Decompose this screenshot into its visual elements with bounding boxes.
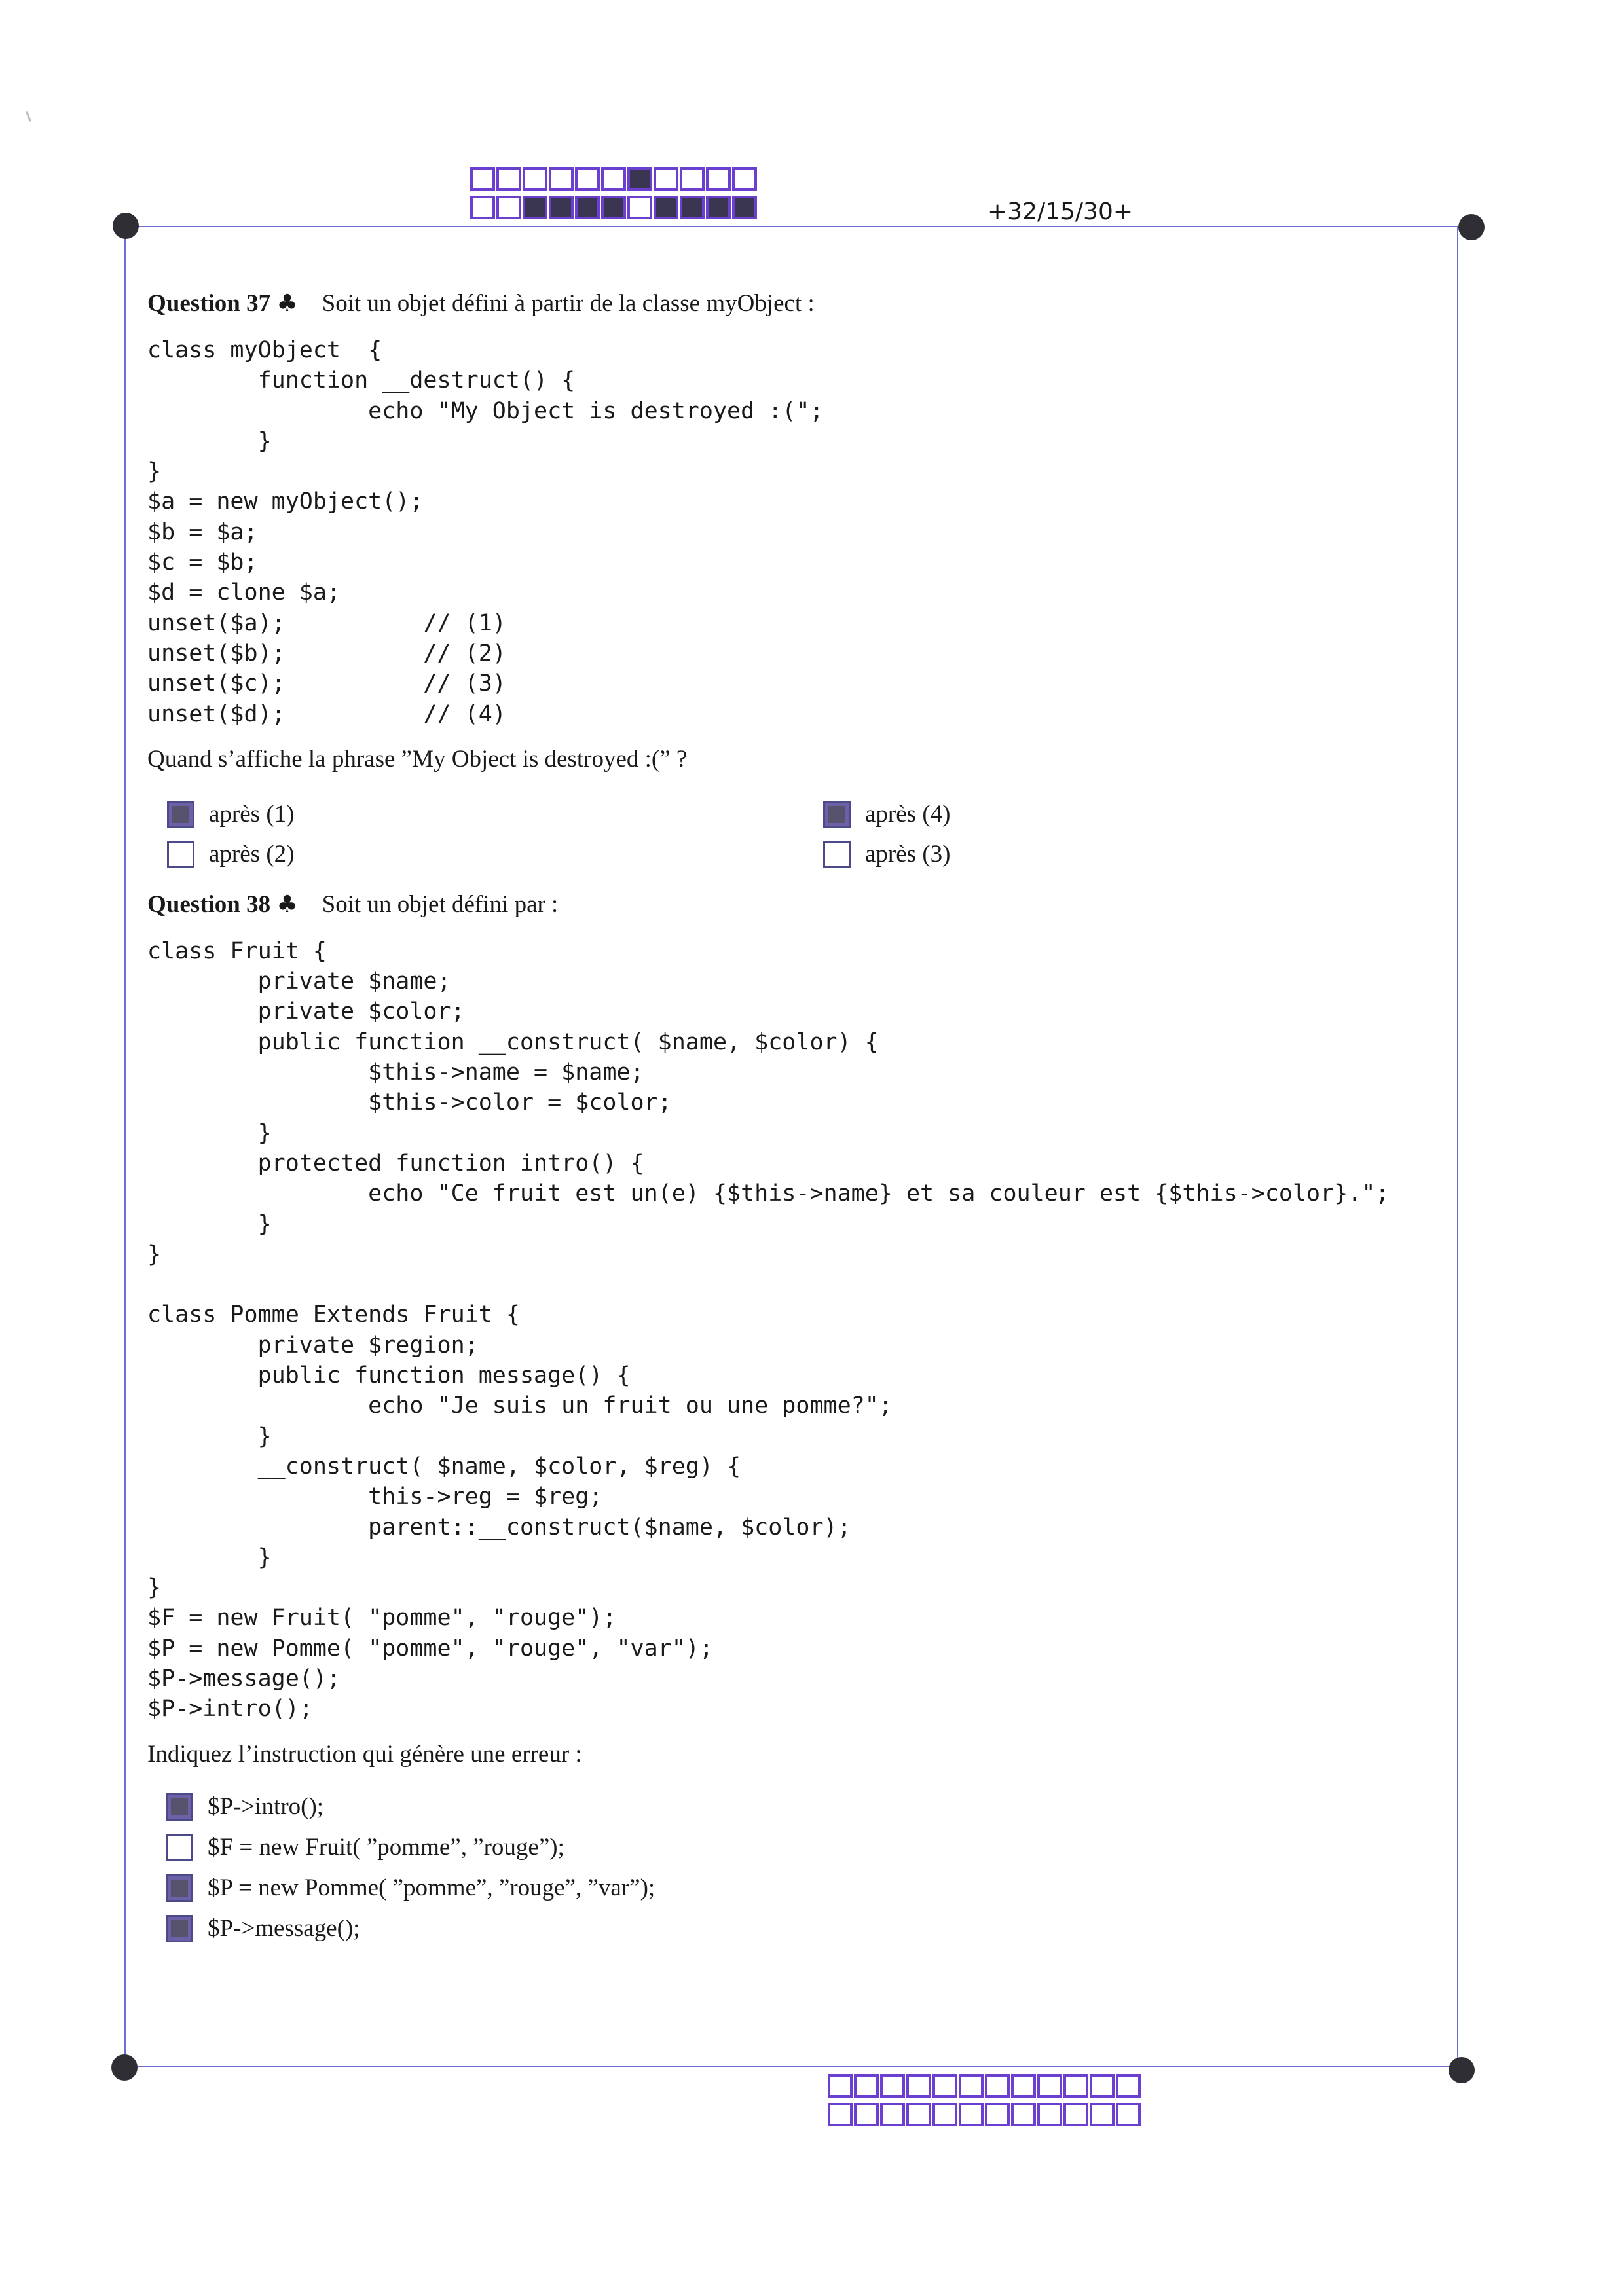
- answer-option[interactable]: [166, 1913, 360, 1944]
- checkbox-checked[interactable]: [166, 1874, 193, 1902]
- barcode-top-row-2: [470, 196, 758, 219]
- question-37-heading: [147, 288, 1444, 319]
- answer-label: après (4): [865, 800, 951, 828]
- answer-option[interactable]: [166, 1791, 323, 1823]
- barcode-cell: [854, 2103, 879, 2126]
- barcode-cell: [732, 196, 757, 219]
- page-code: +32/15/30+: [987, 198, 1134, 225]
- barcode-cell: [549, 167, 574, 191]
- barcode-cell: [880, 2074, 905, 2098]
- barcode-cell: [470, 196, 495, 219]
- corner-marker-top-right: [1458, 214, 1485, 240]
- question-label: Question 37: [147, 290, 271, 317]
- barcode-cell: [732, 167, 757, 191]
- barcode-cell: [575, 167, 600, 191]
- barcode-cell: [880, 2103, 905, 2126]
- code-block: class Fruit { private $name; private $color; public function __construct( $name, $color) { $this->name = $name; $this->color = $color; } protected function intro() { echo "Ce fruit est un(e) {$this->name} et sa couleur est {$this->color}."; } } class Pomme Extends Fruit { private $region; public function message() { echo "Je suis un fruit ou une pomme?"; } __construct( $name, $color, $reg) { this->reg = $reg; parent::__construct($name, $color); } } $F = new Fruit( "pomme", "rouge"); $P = new Pomme( "pomme", "rouge", "var"); $P->message(); $P->intro();: [147, 938, 1390, 1722]
- question-prompt: Quand s’affiche la phrase ”My Object is destroyed :(” ?: [147, 745, 688, 773]
- barcode-cell: [932, 2074, 957, 2098]
- barcode-cell: [854, 2074, 879, 2098]
- answer-label: après (1): [209, 800, 295, 828]
- code-block: class myObject { function __destruct() { echo "My Object is destroyed :("; } } $a = new myObject(); $b = $a; $c = $b; $d = clone $a; unset($a); // (1) unset($b); // (2) unset($c); // (3) unset($d); // (4): [147, 337, 824, 727]
- barcode-cell: [706, 196, 731, 219]
- checkbox[interactable]: [167, 841, 194, 868]
- barcode-cell: [549, 196, 574, 219]
- barcode-cell: [601, 167, 626, 191]
- barcode-cell: [985, 2103, 1010, 2126]
- corner-marker-top-left: [113, 213, 139, 239]
- barcode-cell: [654, 196, 678, 219]
- answer-label: après (2): [209, 840, 295, 867]
- answer-list: [147, 1783, 1444, 1954]
- checkbox[interactable]: [823, 841, 851, 868]
- barcode-cell: [1063, 2103, 1088, 2126]
- barcode-cell: [1116, 2103, 1141, 2126]
- barcode-cell: [906, 2074, 931, 2098]
- barcode-cell: [1037, 2074, 1062, 2098]
- answer-label: $P = new Pomme( ”pomme”, ”rouge”, ”var”);: [208, 1874, 655, 1901]
- barcode-top-row-1: [470, 167, 758, 191]
- question-37: [147, 288, 1444, 1954]
- barcode-cell: [680, 196, 705, 219]
- checkbox-checked[interactable]: [167, 801, 194, 828]
- barcode-cell: [959, 2103, 984, 2126]
- question-38: [147, 889, 1444, 1954]
- club-icon: ♣: [276, 290, 298, 317]
- barcode-bottom-row-1: [828, 2074, 1142, 2098]
- barcode-cell: [906, 2103, 931, 2126]
- barcode-cell: [575, 196, 600, 219]
- barcode-cell: [654, 167, 678, 191]
- barcode-cell: [828, 2103, 853, 2126]
- question-intro: Soit un objet défini à partir de la classe myObject :: [322, 290, 815, 317]
- barcode-cell: [1011, 2103, 1036, 2126]
- barcode-bottom-row-2: [828, 2103, 1142, 2126]
- barcode-cell: [1063, 2074, 1088, 2098]
- answer-label: après (3): [865, 840, 951, 867]
- answer-label: $P->message();: [208, 1914, 360, 1942]
- scan-mark: [26, 111, 31, 122]
- barcode-cell: [601, 196, 626, 219]
- barcode-cell: [959, 2074, 984, 2098]
- barcode-cell: [523, 196, 547, 219]
- answer-grid: [147, 790, 1444, 881]
- barcode-cell: [470, 167, 495, 191]
- answer-label: $P->intro();: [208, 1793, 324, 1820]
- barcode-cell: [1011, 2074, 1036, 2098]
- barcode-cell: [1116, 2074, 1141, 2098]
- barcode-cell: [496, 167, 521, 191]
- checkbox[interactable]: [166, 1834, 193, 1861]
- barcode-cell: [1090, 2074, 1115, 2098]
- answer-option[interactable]: [823, 839, 950, 870]
- checkbox-checked[interactable]: [166, 1793, 193, 1821]
- barcode-cell: [1090, 2103, 1115, 2126]
- barcode-cell: [985, 2074, 1010, 2098]
- question-38-heading: [147, 889, 1444, 920]
- checkbox-checked[interactable]: [823, 801, 851, 828]
- question-prompt: Indiquez l’instruction qui génère une erreur :: [147, 1740, 582, 1768]
- club-icon: ♣: [276, 890, 298, 918]
- answer-option[interactable]: [823, 799, 950, 830]
- question-label: Question 38: [147, 890, 271, 918]
- answer-option[interactable]: [167, 799, 294, 830]
- corner-marker-bottom-left: [111, 2054, 138, 2081]
- barcode-cell: [706, 167, 731, 191]
- checkbox-checked[interactable]: [166, 1915, 193, 1942]
- answer-option[interactable]: [167, 839, 294, 870]
- barcode-cell: [932, 2103, 957, 2126]
- barcode-cell: [627, 196, 652, 219]
- question-intro: Soit un objet défini par :: [322, 890, 559, 918]
- barcode-cell: [523, 167, 547, 191]
- answer-label: $F = new Fruit( ”pomme”, ”rouge”);: [208, 1833, 564, 1861]
- barcode-cell: [627, 167, 652, 191]
- barcode-cell: [1037, 2103, 1062, 2126]
- barcode-cell: [680, 167, 705, 191]
- answer-option[interactable]: [166, 1832, 564, 1863]
- barcode-cell: [496, 196, 521, 219]
- answer-option[interactable]: [166, 1872, 655, 1904]
- barcode-cell: [828, 2074, 853, 2098]
- corner-marker-bottom-right: [1449, 2057, 1475, 2083]
